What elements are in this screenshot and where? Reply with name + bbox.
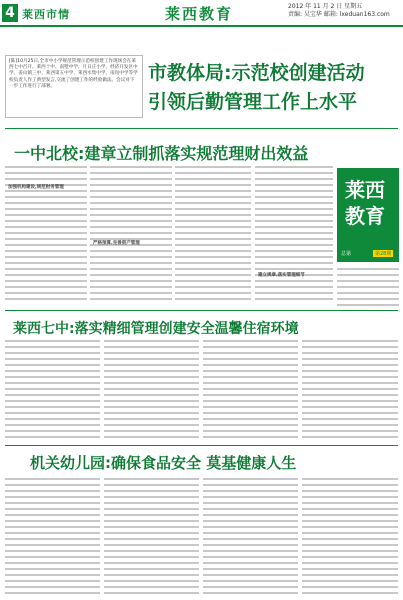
sidebar-text <box>337 268 399 306</box>
issue-meta <box>288 3 390 19</box>
lead-headline-line2: 引领后勤管理工作上水平 <box>148 91 358 113</box>
story1-subhead-1: 加强机构建设,规范财务管理 <box>8 185 64 190</box>
story2-column-4 <box>302 340 398 440</box>
story3-column-4 <box>302 478 398 596</box>
lead-summary: [陈]10月25日,全市中小学规范管理示范校创建工作现场会在莱西七中召开。莱西十中、南墅中学、月日庄小学、经济开发区中学、姜山镇三中、莱西第五中学、莱西水集中学、南岚中学等学校负责人作了典型发言,交流了创建工作的经验做法。会议对下一步工作进行了部署。 <box>5 55 143 118</box>
issue-date: 2012 年 11 月 2 日 星期五 <box>288 3 363 10</box>
page-number: 4 <box>2 4 18 22</box>
section-name: 莱西市情 <box>22 8 70 21</box>
story3-headline: 机关幼儿园:确保食品安全 莫基健康人生 <box>30 454 297 472</box>
section-divider <box>5 445 398 446</box>
section-divider <box>5 310 398 311</box>
story3-column-2 <box>104 478 199 596</box>
header-rule <box>0 25 403 27</box>
sidebar-title-line1: 莱西 <box>345 178 385 202</box>
masthead-sidebar <box>337 168 399 262</box>
story2-column-1 <box>5 340 100 440</box>
editor-info: 责编: 吴宝华 邮箱: lxeduan163.com <box>288 11 390 18</box>
story1-headline: 一中北校:建章立制抓落实规范理财出效益 <box>14 144 309 163</box>
story2-column-3 <box>203 340 298 440</box>
page-header <box>0 0 403 26</box>
story1-column-2 <box>90 166 172 306</box>
paper-masthead: 莱西教育 <box>165 5 234 23</box>
story1-subhead-3: 严格预算,完善资产管理 <box>93 241 140 246</box>
sidebar-label: 总第 <box>341 251 352 257</box>
story3-column-3 <box>203 478 298 596</box>
story2-headline: 莱西七中:落实精细管理创建安全温馨住宿环境 <box>13 321 299 337</box>
story1-column-3 <box>175 166 251 306</box>
issue-badge: 第28期 <box>375 251 392 257</box>
section-divider <box>5 128 398 129</box>
lead-headline-line1: 市教体局:示范校创建活动 <box>148 62 365 84</box>
sidebar-title-line2: 教育 <box>345 204 385 228</box>
story1-column-4 <box>255 166 333 306</box>
story2-column-2 <box>104 340 199 440</box>
story1-subhead-2: 建立规章,落实管理细节 <box>258 273 305 278</box>
story3-column-1 <box>5 478 100 596</box>
